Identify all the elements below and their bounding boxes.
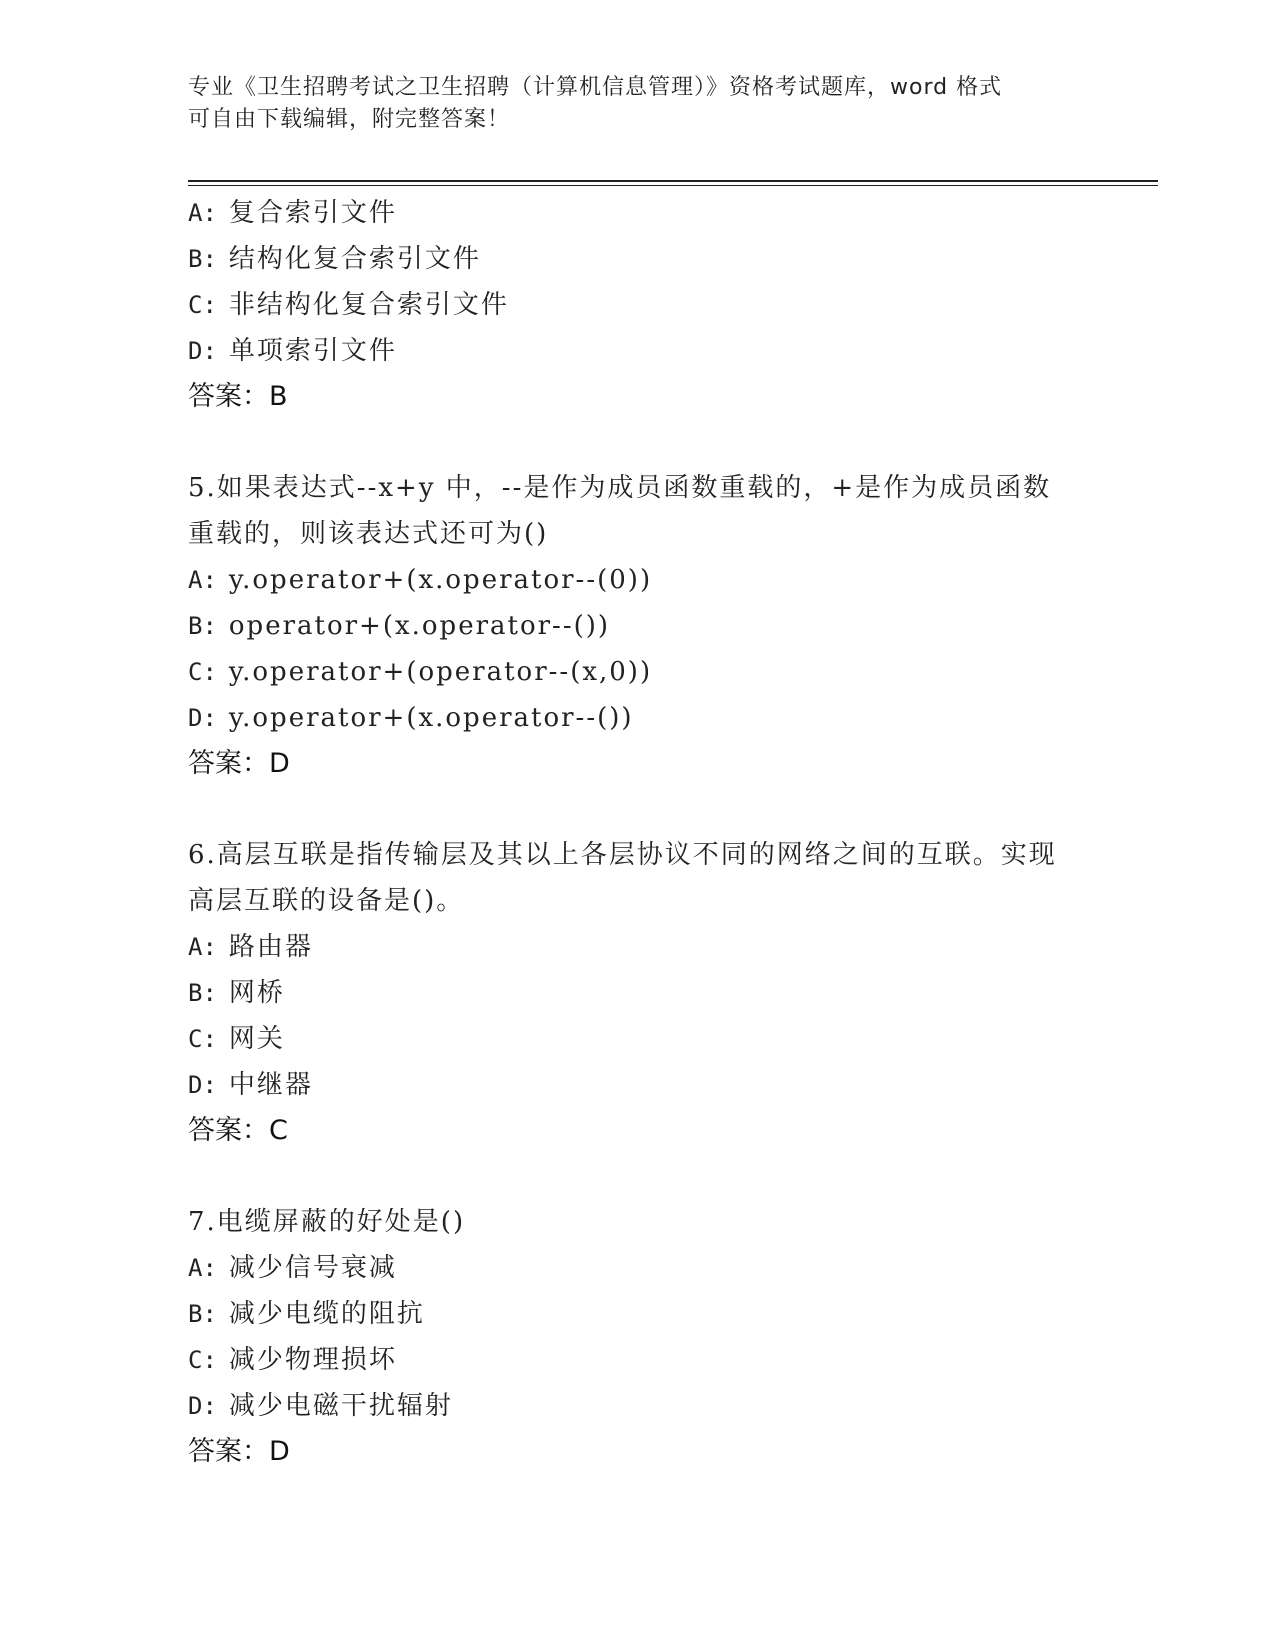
option-text: 减少物理损坏 xyxy=(228,1345,397,1375)
option-b xyxy=(188,1291,1088,1337)
option-d xyxy=(188,328,1088,374)
question-7-block xyxy=(188,1199,1088,1475)
option-b xyxy=(188,236,1088,282)
option-letter: C: xyxy=(188,1025,217,1053)
option-text: 网桥 xyxy=(228,978,285,1008)
option-text: y.operator+(operator--(x,0)) xyxy=(228,657,653,687)
option-a xyxy=(188,1245,1088,1291)
document-header xyxy=(188,72,1068,136)
option-text: 减少电缆的阻抗 xyxy=(228,1299,425,1329)
option-letter: C: xyxy=(188,1346,217,1374)
option-letter: B: xyxy=(188,612,217,640)
option-letter: B: xyxy=(188,979,217,1007)
option-d xyxy=(188,1062,1088,1108)
option-text: 复合索引文件 xyxy=(228,198,397,228)
answer-line: 答案：D xyxy=(188,1436,290,1467)
option-letter: A: xyxy=(188,566,217,594)
header-line-1: 专业《卫生招聘考试之卫生招聘（计算机信息管理）》资格考试题库，word 格式 xyxy=(188,75,1003,100)
option-text: y.operator+(x.operator--()) xyxy=(228,703,634,733)
question-stem: 6.高层互联是指传输层及其以上各层协议不同的网络之间的互联。实现高层互联的设备是()。 xyxy=(188,840,1057,916)
option-letter: C: xyxy=(188,658,217,686)
spacer xyxy=(188,1154,1088,1199)
option-c xyxy=(188,1337,1088,1383)
option-b xyxy=(188,603,1088,649)
option-letter: D: xyxy=(188,1071,217,1099)
option-letter: A: xyxy=(188,1254,217,1282)
option-letter: B: xyxy=(188,245,217,273)
option-text: 非结构化复合索引文件 xyxy=(228,290,509,320)
option-text: 减少信号衰减 xyxy=(228,1253,397,1283)
option-text: 结构化复合索引文件 xyxy=(228,244,481,274)
answer-line: 答案：C xyxy=(188,1115,288,1146)
answer-line: 答案：B xyxy=(188,381,288,412)
option-a xyxy=(188,190,1088,236)
answer-line: 答案：D xyxy=(188,748,290,779)
option-letter: A: xyxy=(188,933,217,961)
option-letter: D: xyxy=(188,337,217,365)
header-line-2: 可自由下载编辑，附完整答案！ xyxy=(188,107,511,132)
option-text: y.operator+(x.operator--(0)) xyxy=(228,565,653,595)
question-list xyxy=(188,190,1088,1475)
option-letter: D: xyxy=(188,704,217,732)
question-6-block xyxy=(188,832,1088,1154)
option-c xyxy=(188,282,1088,328)
spacer xyxy=(188,420,1088,465)
option-text: 网关 xyxy=(228,1024,285,1054)
option-text: 路由器 xyxy=(228,932,313,962)
question-stem: 7.电缆屏蔽的好处是() xyxy=(188,1207,466,1237)
option-letter: B: xyxy=(188,1300,217,1328)
option-letter: C: xyxy=(188,291,217,319)
option-text: 中继器 xyxy=(228,1070,313,1100)
option-d xyxy=(188,1383,1088,1429)
option-a xyxy=(188,924,1088,970)
question-stem: 5.如果表达式--x+y 中，--是作为成员函数重载的，+是作为成员函数重载的，则该表达式还可为() xyxy=(188,473,1052,549)
option-a xyxy=(188,557,1088,603)
option-letter: A: xyxy=(188,199,217,227)
question-5-block xyxy=(188,465,1088,787)
spacer xyxy=(188,787,1088,832)
option-text: operator+(x.operator--()) xyxy=(228,611,611,641)
option-c xyxy=(188,1016,1088,1062)
header-divider-thin xyxy=(188,185,1158,186)
option-text: 减少电磁干扰辐射 xyxy=(228,1391,453,1421)
option-d xyxy=(188,695,1088,741)
header-divider-thick xyxy=(188,180,1158,182)
question-4-block xyxy=(188,190,1088,420)
option-c xyxy=(188,649,1088,695)
option-b xyxy=(188,970,1088,1016)
option-text: 单项索引文件 xyxy=(228,336,397,366)
option-letter: D: xyxy=(188,1392,217,1420)
